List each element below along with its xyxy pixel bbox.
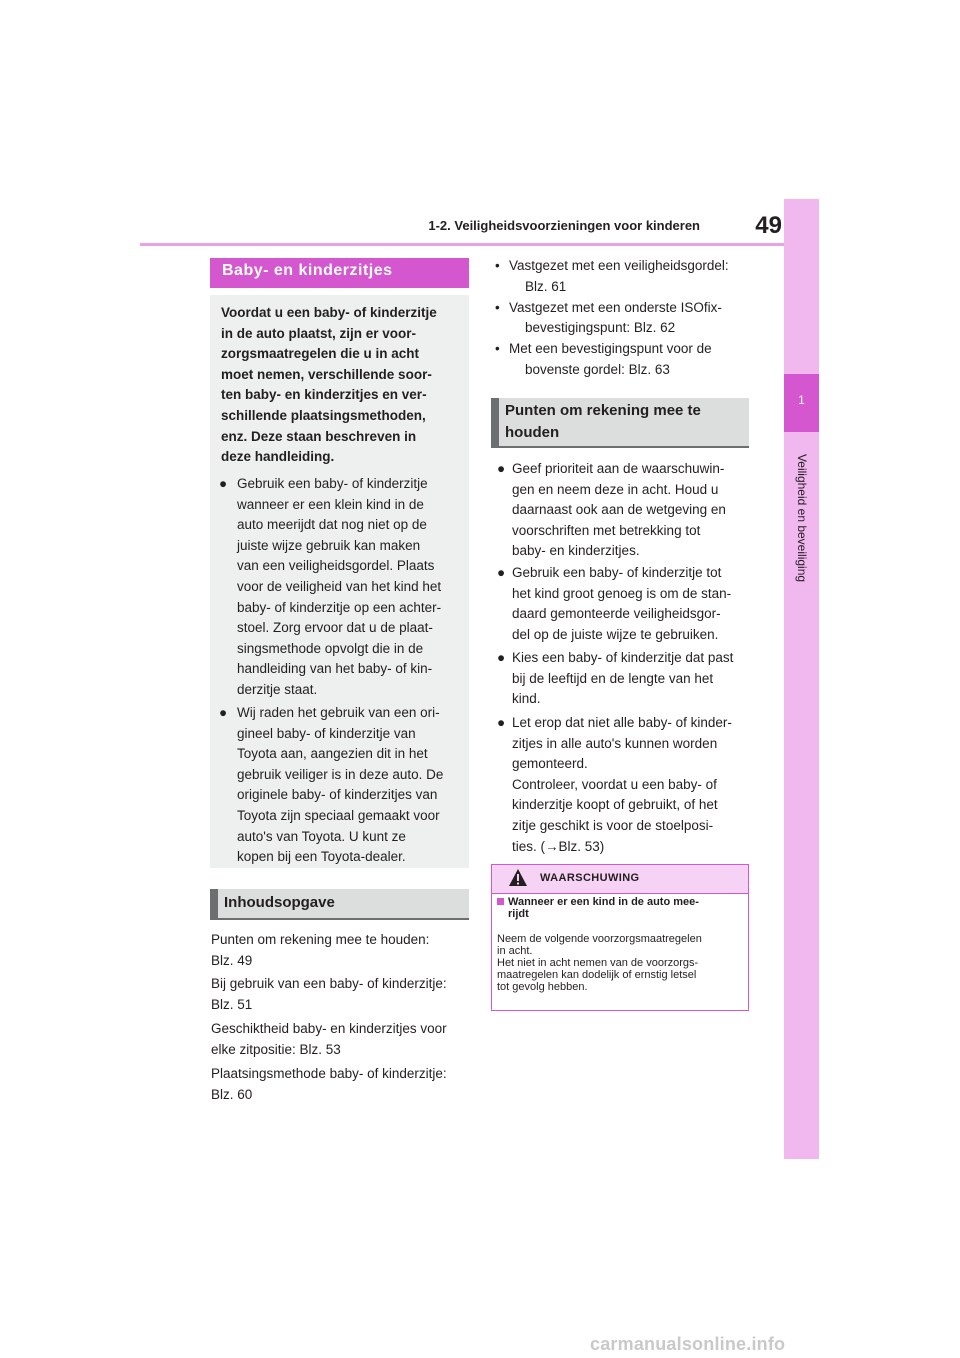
bullet-icon: • [495, 258, 500, 273]
intro-text: Voordat u een baby- of kinderzitje in de auto plaatst, zijn er voor- zorgsmaatregelen die u in acht moet nemen, verschillende soor- ten baby- en kinderzitjes en ver- schillende plaatsingsmethoden, enz. Deze staan beschreven in deze handleiding. [221, 305, 437, 465]
section-header-underline [491, 446, 749, 448]
bullet-icon: ● [497, 565, 506, 580]
page-number: 49 [755, 212, 782, 239]
bullet-icon: • [495, 341, 500, 357]
bullet-icon: ● [219, 476, 228, 491]
section-title: Baby- en kinderzitjes [222, 262, 393, 279]
warning-triangle-icon [508, 868, 528, 887]
list-item: ● Geef prioriteit aan de waarschuwin- gen en neem deze in acht. Houd u daarnaast ook aan de wetgeving en voorschriften met betrekking tot baby- en kinderzitjes. [497, 461, 726, 559]
list-item: ● Gebruik een baby- of kinderzitje wanneer er een klein kind in de auto meerijdt dat nog niet op de juiste wijze gebruik kan maken van een veiligheidsgordel. Plaats voor de veiligheid van het kind het baby- of kinderzitje op een achter- stoel. Zorg ervoor dat u de plaat- singsmethode opvolgt die in de handleiding van het baby- of kin- derzitje staat. [219, 476, 442, 697]
list-item: ● Wij raden het gebruik van een ori- gineel baby- of kinderzitje van Toyota aan, aangezien dit in het gebruik veiliger is in deze auto. De originele baby- of kinderzitjes van Toyota zijn speciaal gemaakt voor auto's van Toyota. U kunt ze kopen bij een Toyota-dealer. [219, 705, 444, 865]
list-item: ● Gebruik een baby- of kinderzitje tot het kind groot genoeg is om de stan- daard gemonteerde veiligheidsgor- del op de juiste wijze te gebruiken. [497, 565, 732, 642]
warning-body: Neem de volgende voorzorgsmaatregelen in acht. Het niet in acht nemen van de voorzorgs- maatregelen kan dodelijk of ernstig letsel tot gevolg hebben. [497, 933, 702, 993]
chapter-label: Veiligheid en beveiliging [795, 453, 809, 583]
warning-title: WAARSCHUWING [540, 872, 640, 884]
toc-entry[interactable]: Geschiktheid baby- en kinderzitjes voor elke zitpositie: Blz. 53 [211, 1021, 447, 1057]
warning-divider [492, 893, 748, 894]
bullet-icon: ● [497, 715, 506, 730]
square-bullet-icon [497, 898, 504, 905]
bullet-icon: ● [219, 705, 228, 720]
warning-subtitle: Wanneer er een kind in de auto mee- rijdt [508, 896, 699, 920]
running-header: 1-2. Veiligheidsvoorzieningen voor kinderen [428, 218, 700, 233]
section-header-underline [210, 918, 469, 920]
bullet-icon: ● [497, 650, 506, 665]
toc-entry[interactable]: Bij gebruik van een baby- of kinderzitje: Blz. 51 [211, 976, 447, 1012]
chapter-number: 1 [798, 393, 805, 407]
bullet-icon: • [495, 299, 500, 315]
toc-title: Inhoudsopgave [224, 894, 335, 911]
toc-entry[interactable]: Punten om rekening mee te houden: Blz. 49 [211, 932, 430, 968]
section-title-points: Punten om rekening mee te houden [505, 402, 701, 441]
toc-entry[interactable]: Plaatsingsmethode baby- of kinderzitje: Blz. 60 [211, 1066, 447, 1102]
chapter-side-tab [784, 199, 819, 1159]
section-header-accent-bar [491, 398, 499, 448]
bullet-icon: ● [497, 461, 506, 476]
list-item: ● Kies een baby- of kinderzitje dat past bij de leeftijd en de lengte van het kind. [497, 650, 734, 707]
header-rule [140, 243, 784, 246]
list-item: • Vastgezet met een veiligheidsgordel: Blz. 61 [495, 258, 729, 294]
list-item: • Met een bevestigingspunt voor de bovenste gordel: Blz. 63 [495, 341, 712, 377]
section-header-accent-bar [210, 889, 218, 919]
installation-methods-list [493, 256, 755, 381]
watermark: carmanualsonline.info [590, 1334, 786, 1354]
list-item: • Vastgezet met een onderste ISOfix- bevestigingspunt: Blz. 62 [495, 299, 722, 336]
list-item: ● Let erop dat niet alle baby- of kinder- zitjes in alle auto's kunnen worden gemonteerd. Controleer, voordat u een baby- of kinderzitje koopt of gebruikt, of het zitje geschikt is voor de stoelposi- ties. (→Blz. 53) [497, 715, 732, 854]
